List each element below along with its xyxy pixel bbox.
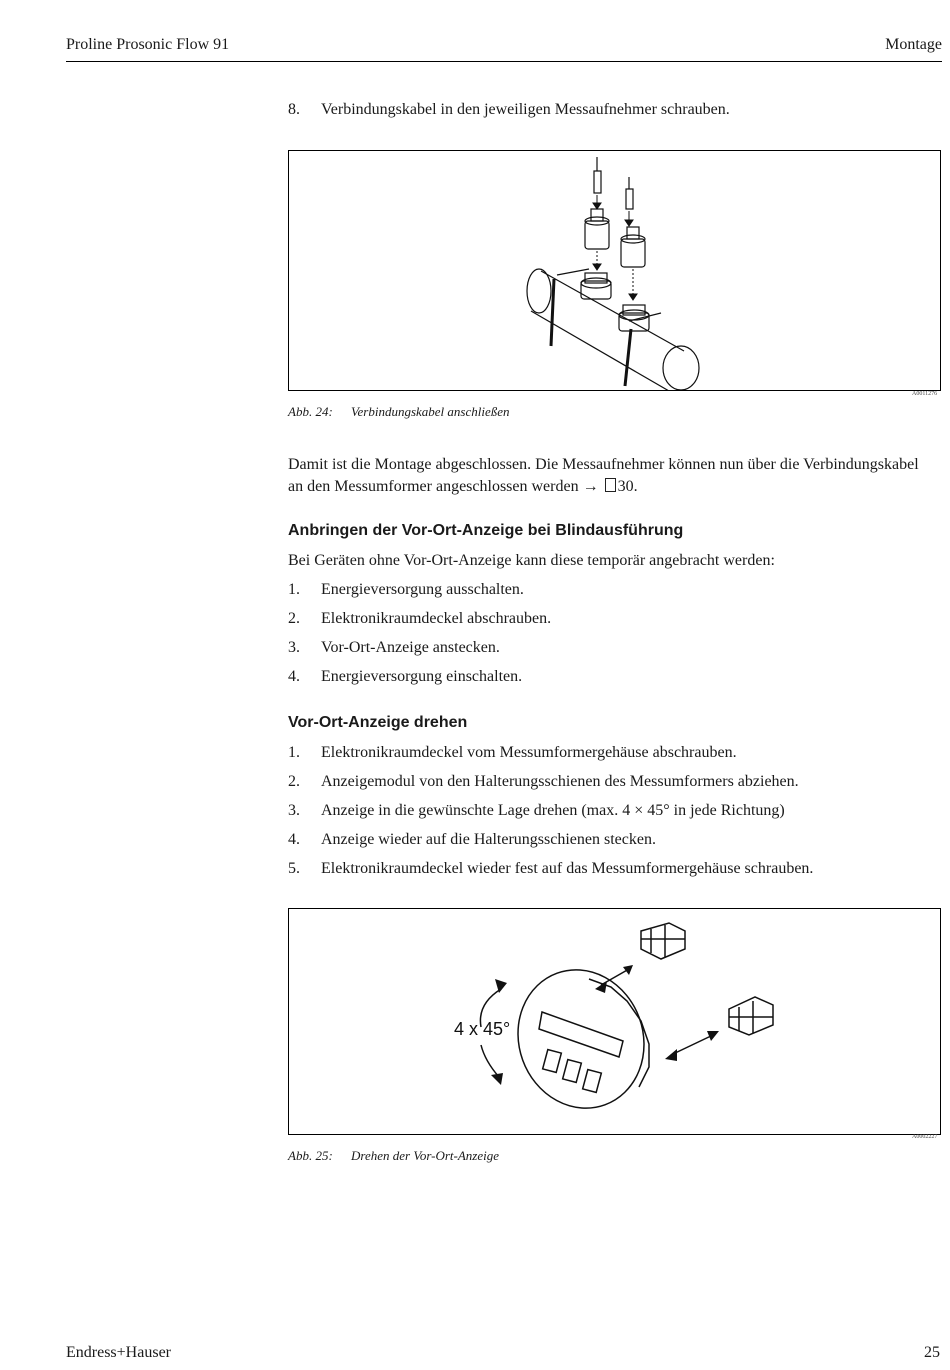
section-heading-blind-version: Anbringen der Vor-Ort-Anzeige bei Blindausführung — [288, 522, 684, 539]
step-number: 4. — [288, 831, 300, 848]
step-text: Anzeige in die gewünschte Lage drehen (max. 4 × 45° in jede Richtung) — [321, 802, 785, 819]
step-list-1 — [288, 579, 551, 695]
section-intro: Bei Geräten ohne Vor-Ort-Anzeige kann diese temporär angebracht werden: — [288, 552, 775, 569]
display-rotation-illustration — [289, 909, 940, 1134]
list-item — [288, 858, 813, 887]
list-item — [288, 829, 813, 858]
step-text: Energieversorgung einschalten. — [321, 668, 523, 685]
figure-25-rotate-display — [288, 908, 941, 1135]
step-number: 5. — [288, 860, 300, 877]
paragraph-line-1: Damit ist die Montage abgeschlossen. Die Messaufnehmer können nun über die Verbindungskabel — [288, 456, 919, 473]
list-item — [288, 608, 551, 637]
figure-24-connect-cables — [288, 150, 941, 391]
list-item — [288, 579, 551, 608]
caption-label: Abb. 25: — [288, 1148, 333, 1163]
caption-label: Abb. 24: — [288, 404, 333, 419]
arrow-icon: → — [582, 478, 599, 495]
figure-25-caption — [288, 1148, 499, 1164]
step-list-2 — [288, 742, 813, 887]
figure-25-id: A0002227 — [912, 1134, 938, 1140]
page-reference: 30. — [617, 478, 638, 495]
list-item — [288, 800, 813, 829]
page-number: 25 — [924, 1344, 940, 1361]
step-number: 3. — [288, 639, 300, 656]
sensor-cable-illustration — [289, 151, 940, 390]
figure-24-caption — [288, 404, 510, 420]
step-number: 4. — [288, 668, 300, 685]
caption-text: Drehen der Vor-Ort-Anzeige — [351, 1148, 500, 1163]
step-8 — [288, 99, 730, 121]
header-rule — [66, 61, 942, 62]
step-number: 1. — [288, 581, 300, 598]
paragraph-line-2 — [288, 476, 948, 498]
step-number: 2. — [288, 773, 300, 790]
running-header-title: Proline Prosonic Flow 91 — [66, 36, 230, 53]
list-item — [288, 666, 551, 695]
caption-text: Verbindungskabel anschließen — [351, 404, 510, 419]
paragraph-line-2-text: an den Messumformer angeschlossen werden — [288, 478, 579, 495]
step-text: Anzeige wieder auf die Halterungsschienen stecken. — [321, 831, 656, 848]
step-text: Elektronikraumdeckel vom Messumformergehäuse abschrauben. — [321, 744, 737, 761]
step-text: Anzeigemodul von den Halterungsschienen des Messumformers abziehen. — [321, 773, 799, 790]
step-text: Elektronikraumdeckel wieder fest auf das Messumformergehäuse schrauben. — [321, 860, 814, 877]
list-item — [288, 637, 551, 666]
figure-24-id: A0011276 — [912, 391, 938, 397]
step-number: 8. — [288, 101, 300, 118]
running-header-section: Montage — [885, 36, 942, 53]
section-heading-rotate-display: Vor-Ort-Anzeige drehen — [288, 714, 468, 731]
list-item — [288, 742, 813, 771]
step-text: Verbindungskabel in den jeweiligen Messaufnehmer schrauben. — [321, 101, 730, 118]
step-number: 1. — [288, 744, 300, 761]
step-number: 2. — [288, 610, 300, 627]
step-number: 3. — [288, 802, 300, 819]
footer-company: Endress+Hauser — [66, 1344, 171, 1361]
completion-paragraph — [288, 454, 948, 498]
rotation-label: 4 x 45° — [454, 1019, 511, 1039]
step-text: Elektronikraumdeckel abschrauben. — [321, 610, 552, 627]
page-ref-icon — [605, 478, 616, 492]
step-text: Vor-Ort-Anzeige anstecken. — [321, 639, 500, 656]
step-text: Energieversorgung ausschalten. — [321, 581, 524, 598]
list-item — [288, 771, 813, 800]
